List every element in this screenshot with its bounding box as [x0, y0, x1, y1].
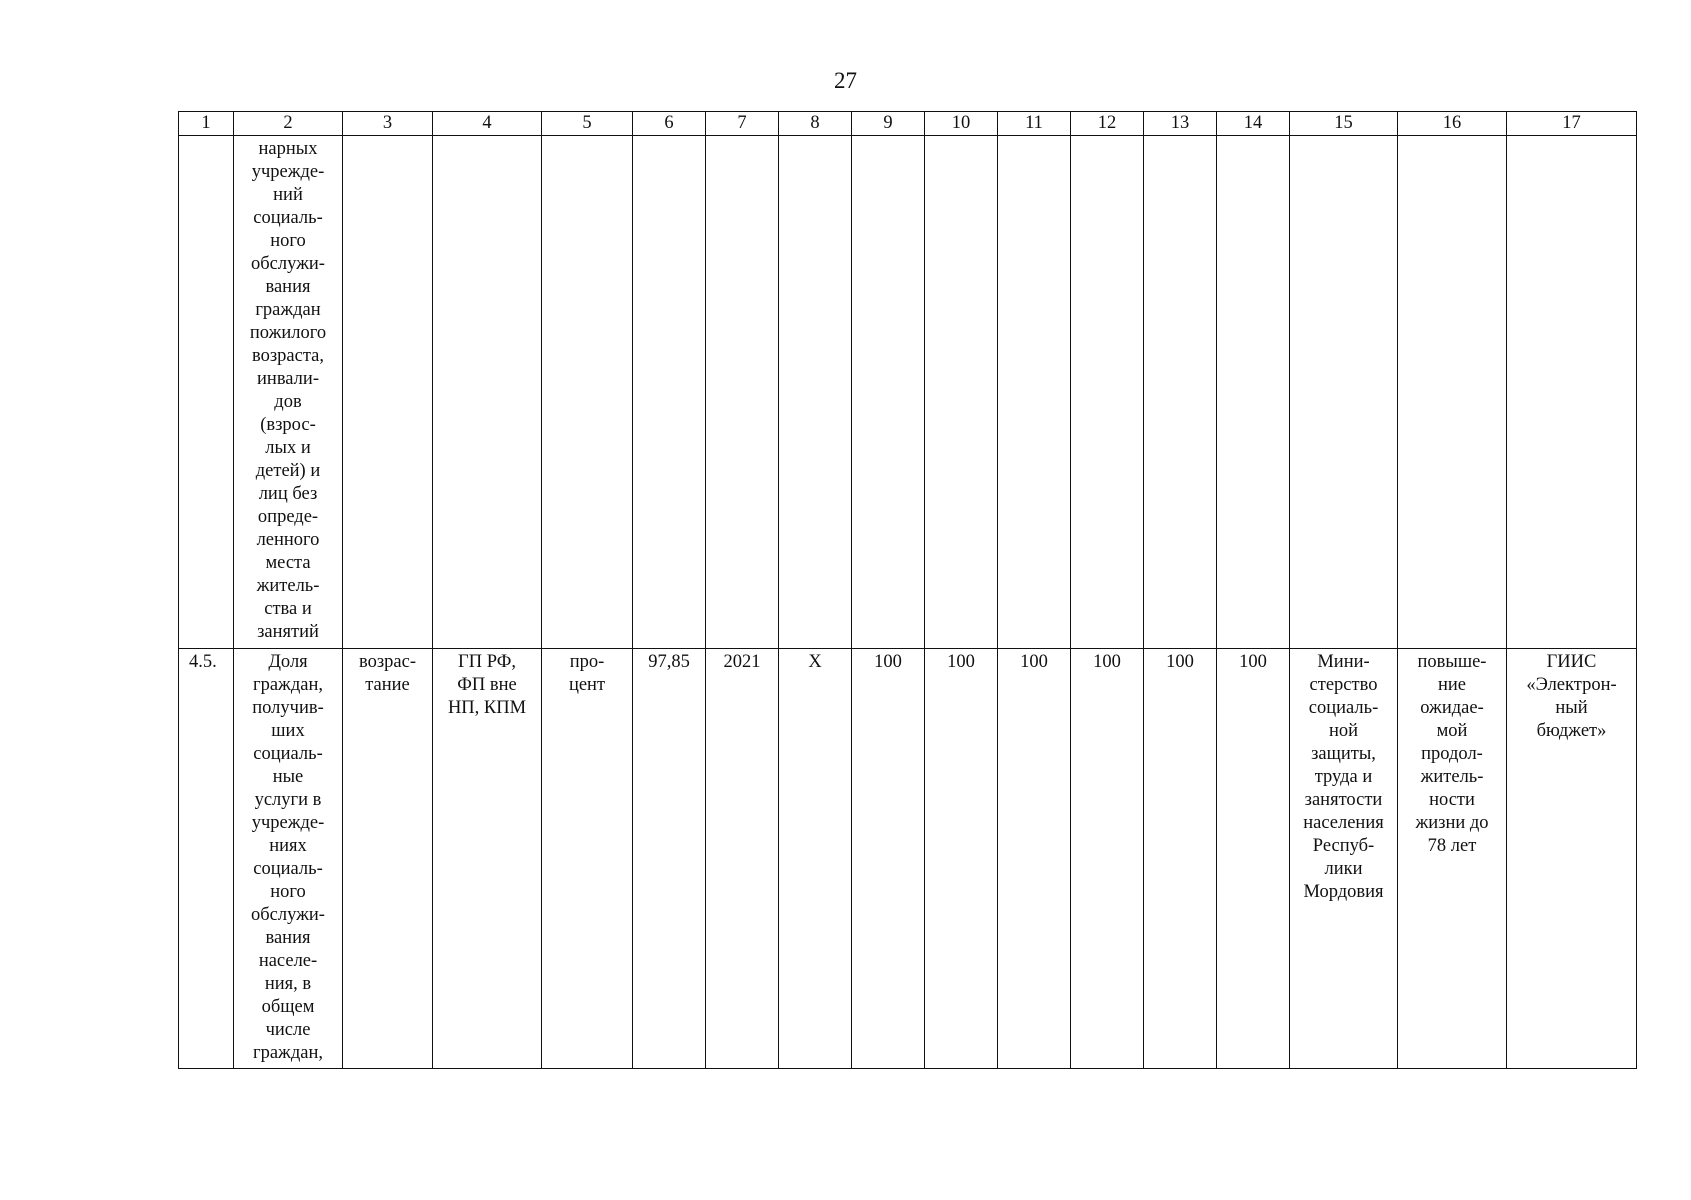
value-cell: 100	[874, 652, 902, 672]
column-number: 9	[852, 112, 925, 136]
page-number: 27	[834, 68, 857, 93]
value-cell: 100	[1020, 652, 1048, 672]
indicator-name-cell: нарных учрежде- ний социаль- ного обслужи- вания граждан пожилого возраста, инвали- дов (взрос- лых и детей) и лиц без опреде- ленного места житель- ства и занятий	[249, 139, 327, 642]
column-number: 2	[234, 112, 343, 136]
value-cell: 100	[1093, 652, 1121, 672]
table-row-continuation	[179, 136, 1637, 649]
column-number: 7	[706, 112, 779, 136]
responsible-cell: Мини- стерство социаль- ной защиты, труда и занятости населения Респуб- лики Мордовия	[1303, 652, 1384, 902]
value-cell: 100	[947, 652, 975, 672]
column-number: 5	[542, 112, 633, 136]
goal-link-cell: повыше- ние ожидае- мой продол- житель- ности жизни до 78 лет	[1415, 652, 1489, 856]
row-number-cell	[179, 136, 233, 138]
column-number: 16	[1398, 112, 1507, 136]
column-number: 4	[433, 112, 542, 136]
base-year-cell: 2021	[723, 652, 761, 672]
indicator-name-cell: Доля граждан, получив- ших социаль- ные услуги в учрежде- ниях социаль- ного обслужи- вания населе- ния, в общем числе граждан,	[251, 652, 325, 1063]
value-cell: Х	[808, 652, 822, 672]
info-system-cell: ГИИС «Электрон- ный бюджет»	[1526, 652, 1617, 741]
column-number: 17	[1507, 112, 1637, 136]
column-number: 13	[1144, 112, 1217, 136]
column-number: 6	[633, 112, 706, 136]
column-number: 11	[998, 112, 1071, 136]
trend-cell: возрас- тание	[359, 652, 416, 695]
column-number: 12	[1071, 112, 1144, 136]
base-value-cell: 97,85	[648, 652, 690, 672]
column-number: 10	[925, 112, 998, 136]
column-number: 3	[343, 112, 433, 136]
column-number-row	[179, 112, 1637, 136]
unit-cell: про- цент	[568, 652, 606, 695]
column-number: 15	[1290, 112, 1398, 136]
column-number: 8	[779, 112, 852, 136]
value-cell: 100	[1166, 652, 1194, 672]
table-row-4-5	[179, 649, 1637, 1069]
value-cell: 100	[1239, 652, 1267, 672]
indicator-level-cell: ГП РФ, ФП вне НП, КПМ	[447, 652, 527, 718]
column-number: 14	[1217, 112, 1290, 136]
column-number: 1	[179, 112, 234, 136]
indicators-table	[178, 111, 1637, 1069]
row-number-cell: 4.5.	[189, 652, 217, 672]
